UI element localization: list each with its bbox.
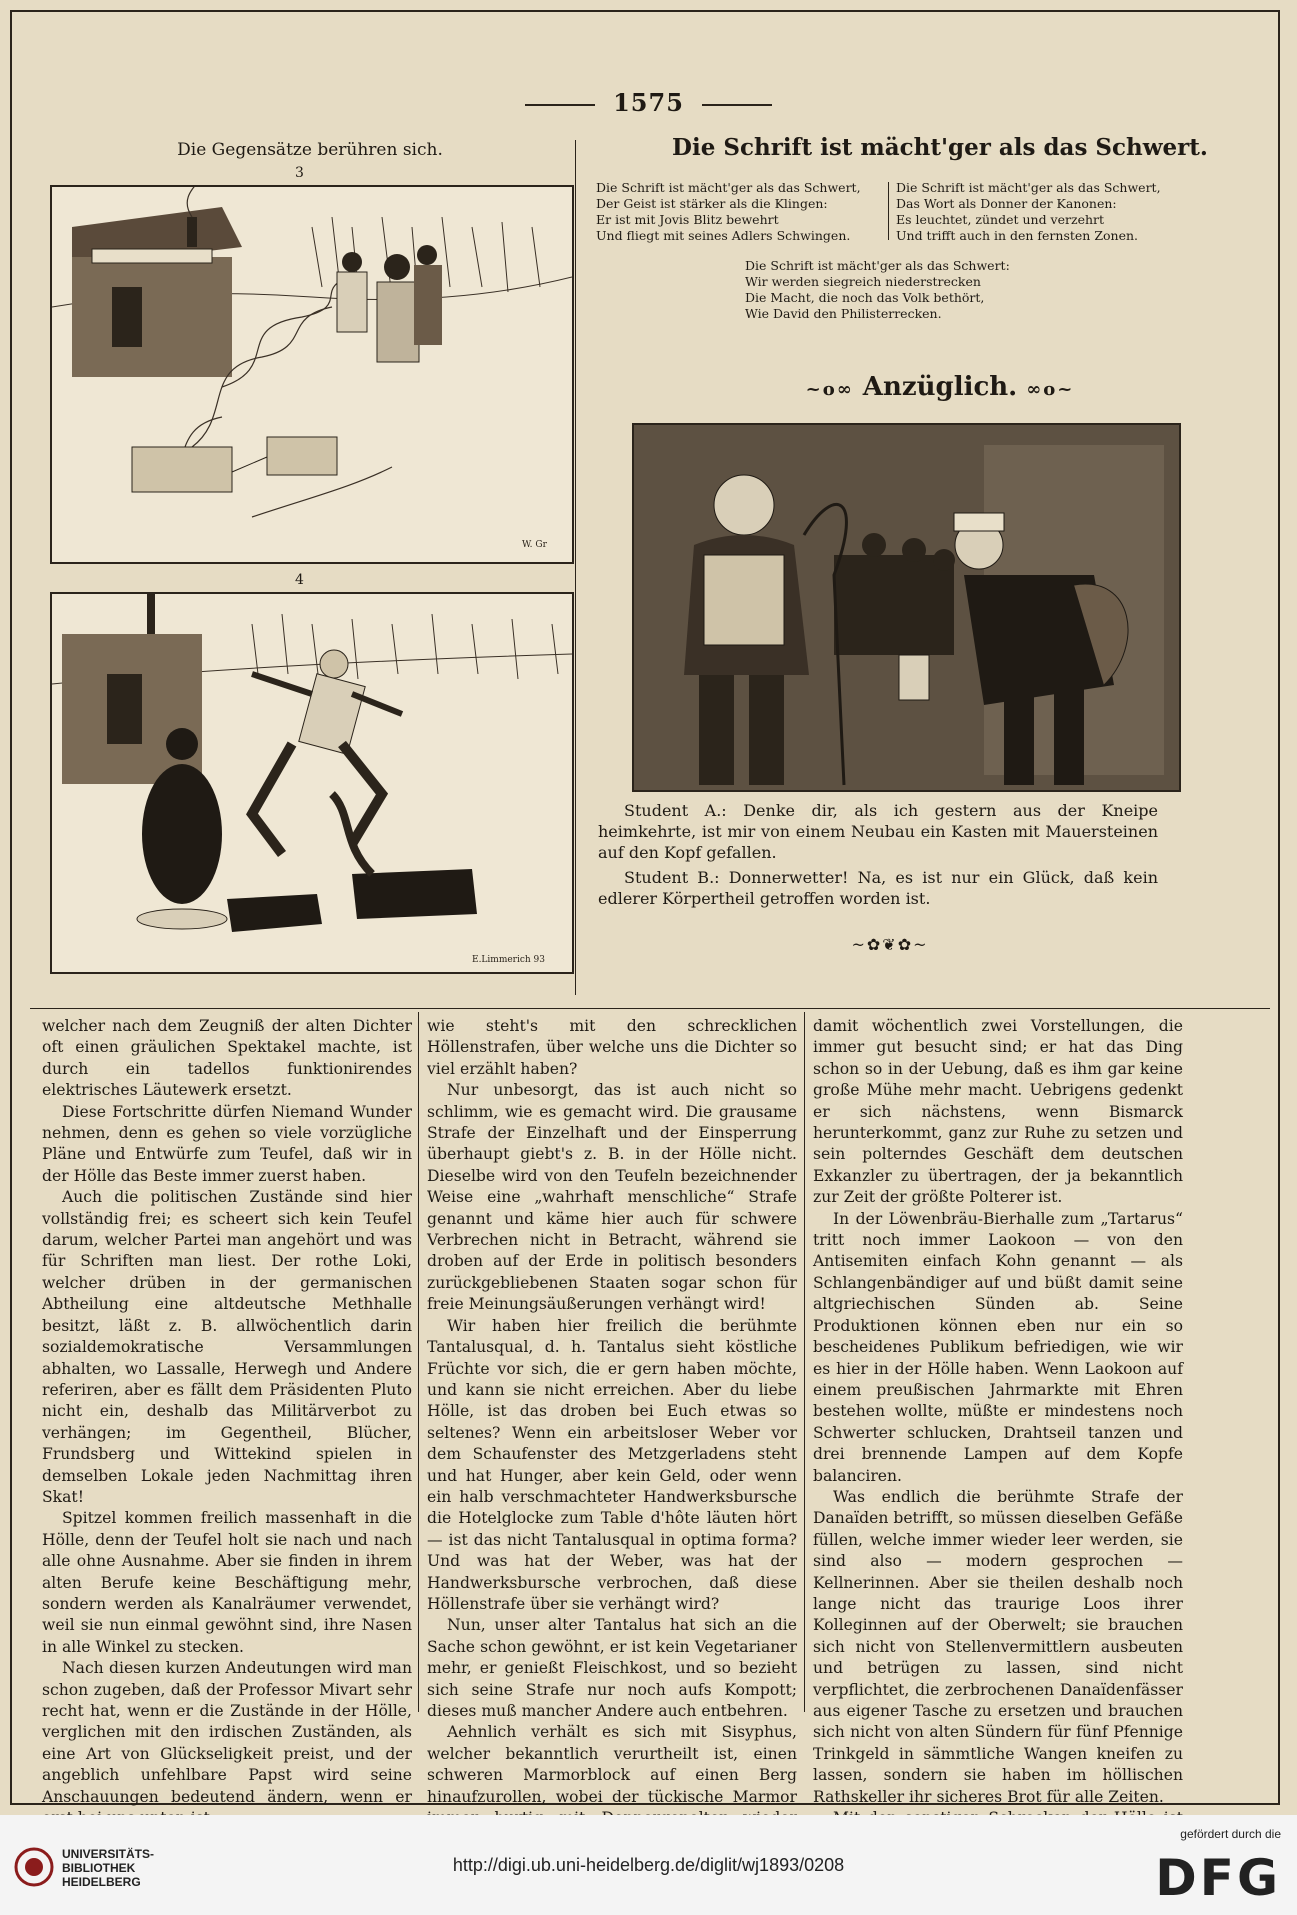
left-caption: Die Gegensätze berühren sich. bbox=[177, 140, 443, 160]
poem-stanza-right bbox=[896, 180, 1161, 244]
poem-stanza-bottom bbox=[745, 258, 1010, 322]
illustration-4-ice-fall bbox=[50, 592, 574, 974]
paragraph: Auch die politischen Zustände sind hier vollständig frei; es scheert sich kein Teufel darum, welcher Partei man angehört und was für Schriften man liest. Der rothe Loki, welcher drüben in der germanischen Abtheilung eine altdeutsche Methhalle besitzt, läßt z. B. allwöchentlich darin sozialdemokratische Versammlungen abhalten, wo Lassalle, Herwegh und Andere referiren, aber es fällt dem Präsidenten Pluto nicht ein, deshalb das Militärverbot zu verhängen; im Gegentheil, Blücher, Frundsberg und Wittekind spielen in demselben Lokale jeden Nachmittag ihren Skat! bbox=[42, 1188, 412, 1506]
poem-stanza-left bbox=[596, 180, 861, 244]
poem-line: Und trifft auch in den fernsten Zonen. bbox=[896, 228, 1138, 243]
figure-number-3: 3 bbox=[295, 165, 304, 181]
poem-divider bbox=[888, 182, 889, 240]
paragraph: Aehnlich verhält es sich mit Sisyphus, welcher bekanntlich verurtheilt ist, einen schweren Marmorblock auf einen Berg hinaufzurollen, wobei der tückische Marmor bbox=[427, 1723, 797, 1806]
poem-line: Die Schrift ist mächt'ger als das Schwert, bbox=[896, 180, 1161, 195]
institution-line: UNIVERSITÄTS- bbox=[62, 1847, 155, 1861]
paragraph: Nur unbesorgt, das ist auch nicht so schlimm, wie es gemacht wird. Die grausame Strafe der Einzelhaft und der Einsperrung überhaupt giebt's z. B. in der Hölle nicht. Dieselbe wird von den Teufeln bezeichnender Weise eine „wahrhaft menschliche“ Strafe genannt und käme hier auch für schwere Verbrechen nicht in Betracht, während sie droben auf der Erde in politisch besonders zurückgebliebenen Staaten sogar schon für freie Meinungsäußerungen verhängt wird! bbox=[427, 1081, 797, 1314]
figure-number-4: 4 bbox=[295, 572, 304, 588]
institution-line: BIBLIOTHEK bbox=[62, 1861, 136, 1875]
source-url-link[interactable]: http://digi.ub.uni-heidelberg.de/diglit/wj1893/0208 bbox=[452, 1855, 845, 1875]
paragraph: damit wöchentlich zwei Vorstellungen, die immer gut besucht sind; er hat das Ding schon so in der Uebung, daß es ihm gar keine große Mühe mehr macht. Uebrigens gedenkt er sich nächstens, wenn Bismarck herunterkommt, ganz zur Ruhe zu setzen und sein polterndes Geschäft dem deutschen Exkanzler zu übertragen, der ja bekanntlich zur Zeit der größte Polterer ist. bbox=[813, 1017, 1183, 1207]
section-title: Anzüglich. bbox=[862, 372, 1018, 402]
section-heading bbox=[600, 372, 1280, 402]
paragraph: In der Löwenbräu-Bierhalle zum „Tartarus“ tritt noch immer Laokoon — von den Antisemiten einfach Kohn genannt — als Schlangenbändiger auf und büßt damit seine altgriechischen Sünden ab. Seine Produktionen können eben nur ein so bescheidenes Publikum befriedigen, wie wir es hier in der Hölle haben. Wenn Laokoon auf einem preußischen Jahrmarkte mit Ehren bestehen wollte, müßte er mindestens noch Schwerter schlucken, Drahtseil tanzen und drei brennende Lampen auf dem Kopfe balanciren. bbox=[813, 1209, 1183, 1485]
columns-top-rule bbox=[30, 1008, 1270, 1009]
column-3 bbox=[813, 1016, 1183, 1872]
poem-line: Die Macht, die noch das Volk bethört, bbox=[745, 290, 985, 305]
poem-line: Er ist mit Jovis Blitz bewehrt bbox=[596, 212, 779, 227]
paragraph: Nach diesen kurzen Andeutungen wird man schon zugeben, daß der Professor Mivart sehr recht hat, wenn er die Zustände in der Hölle, verglichen mit den irdischen Zuständen, als eine Art von Glückseligkeit preist, und der angeblich unfehlbare Papst wird seine Anschauungen bedeutend ändern, wenn er bbox=[42, 1659, 412, 1806]
ornament-left: ~o∞ bbox=[805, 379, 854, 400]
digitization-footer bbox=[0, 1815, 1297, 1915]
column-divider-2 bbox=[804, 1012, 805, 1712]
page-number: 1575 bbox=[0, 88, 1297, 117]
column-divider-1 bbox=[418, 1012, 419, 1712]
snow-scene-drawing bbox=[52, 187, 572, 562]
poem-line: Die Schrift ist mächt'ger als das Schwert, bbox=[596, 180, 861, 195]
top-column-divider bbox=[575, 140, 576, 995]
illustration-students bbox=[632, 423, 1181, 792]
dialog-text bbox=[598, 800, 1158, 913]
illustration-3-snow-scene bbox=[50, 185, 574, 564]
ice-fall-drawing bbox=[52, 594, 572, 972]
funding-note: gefördert durch die bbox=[1180, 1827, 1281, 1841]
paragraph: Wir haben hier freilich die berühmte Tantalusqual, d. h. Tantalus sieht köstliche Früchte vor sich, die er gern haben möchte, und kann sie nicht erreichen. Aber du liebe Hölle, ist das droben bei Euch etwas so seltenes? Wenn ein arbeitsloser Weber vor dem Schaufenster des Metzgerladens steht und hat Hunger, aber kein Geld, oder wenn ein halb verschmachteter Handwerksbursche die Hotelglocke zum Table d'hôte läuten hört — ist das nicht Tantalusqual in optima forma? Und was hat der Weber, was hat der Handwerksbursche verbrochen, daß diese Höllenstrafe über sie verhängt wird? bbox=[427, 1316, 797, 1613]
poem-line: Und fliegt mit seines Adlers Schwingen. bbox=[596, 228, 851, 243]
paragraph: Diese Fortschritte dürfen Niemand Wunder nehmen, denn es gehen so viele vorzügliche Pläne und Entwürfe zum Teufel, daß wir in der Hölle das Beste immer zuerst haben. bbox=[42, 1102, 412, 1185]
paragraph: Spitzel kommen freilich massenhaft in die Hölle, denn der Teufel holt sie nach und nach alle ohne Ausnahme. Aber sie finden in ihrem alten Berufe keine Beschäftigung mehr, sondern werden als Kanalräumer verwendet, weil sie nun einmal gewöhnt sind, ihre Nasen in alle Winkel zu stecken. bbox=[42, 1509, 412, 1656]
illustration-3-signature: W. Gr bbox=[522, 540, 547, 550]
paragraph: wie steht's mit den schrecklichen Höllenstrafen, über welche uns die Dichter so viel erzählt haben? bbox=[427, 1017, 797, 1078]
dialog-student-b: Student B.: Donnerwetter! Na, es ist nur ein Glück, daß kein edlerer Körpertheil getroffen worden ist. bbox=[598, 868, 1158, 908]
paragraph: Was endlich die berühmte Strafe der Danaïden betrifft, so müssen dieselben Gefäße füllen, welche immer wieder leer werden, sie sind also — modern gesprochen — Kellnerinnen. Aber sie theilen deshalb noch lange nicht das traurige Loos ihrer Kolleginnen auf der Oberwelt; sie brauchen sich nicht von Stellenvermittlern ausbeuten und betrügen zu lassen, sind nicht verpflichtet, die zerbrochenen Danaïdenfässer aus eigener Tasche zu ersetzen und brauchen sich nicht von alten Sündern für fünf Pfennige Trinkgeld in sämmtliche Wangen kneifen zu lassen, sondern sie haben im höllischen Rathskeller ihr sicheres Brot für alle Zeiten. bbox=[813, 1487, 1183, 1806]
paragraph: welcher nach dem Zeugniß der alten Dichter oft einen gräulichen Spektakel machte, ist durch ein tadellos funktionirendes elektrisches Läutewerk ersetzt. bbox=[42, 1017, 412, 1100]
end-ornament: ~✿❦✿~ bbox=[851, 935, 929, 954]
dfg-logo: DFG bbox=[1155, 1849, 1281, 1907]
illustration-4-signature: E.Limmerich 93 bbox=[472, 955, 546, 965]
poem-title: Die Schrift ist mächt'ger als das Schwert. bbox=[672, 134, 1208, 161]
column-2 bbox=[427, 1016, 797, 1851]
poem-line: Das Wort als Donner der Kanonen: bbox=[896, 196, 1117, 211]
poem-line: Es leuchtet, zündet und verzehrt bbox=[896, 212, 1105, 227]
students-drawing bbox=[634, 425, 1179, 790]
column-1 bbox=[42, 1016, 412, 1872]
dialog-student-a: Student A.: Denke dir, als ich gestern aus der Kneipe heimkehrte, ist mir von einem Neubau ein Kasten mit Mauersteinen auf den Kopf gefallen. bbox=[598, 801, 1158, 862]
poem-line: Der Geist ist stärker als die Klingen: bbox=[596, 196, 828, 211]
ornament-right: ∞o~ bbox=[1026, 379, 1075, 400]
poem-line: Die Schrift ist mächt'ger als das Schwert: bbox=[745, 258, 1010, 273]
poem-line: Wie David den Philisterrecken. bbox=[745, 306, 942, 321]
poem-line: Wir werden siegreich niederstrecken bbox=[745, 274, 981, 289]
paragraph: Nun, unser alter Tantalus hat sich an die Sache schon gewöhnt, er ist kein Vegetarianer mehr, er genießt Fleischkost, und so bezieht sich seine Strafe nur noch aufs Kompott; dieses muß mancher Andere auch entbehren. bbox=[427, 1616, 797, 1720]
institution-line: HEIDELBERG bbox=[62, 1875, 141, 1889]
